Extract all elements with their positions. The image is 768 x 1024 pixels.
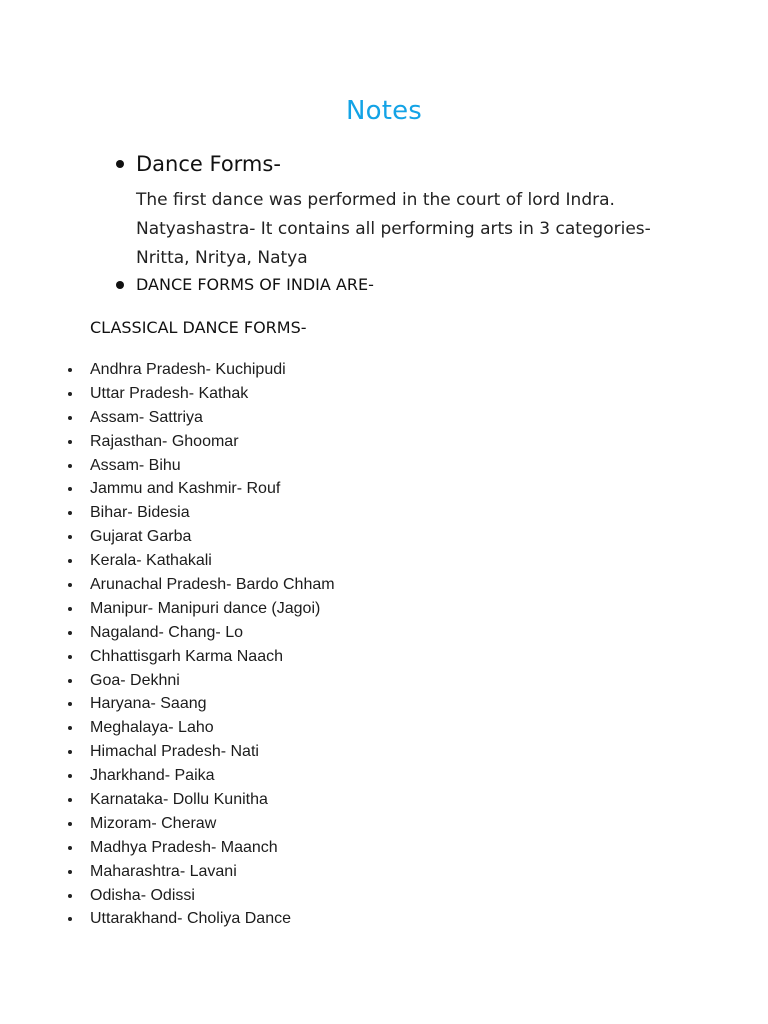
bullet-icon — [68, 440, 72, 444]
list-item — [0, 764, 335, 788]
bullet-icon — [68, 464, 72, 468]
bullet-icon — [68, 631, 72, 635]
bullet-icon — [68, 798, 72, 802]
list-item-text: Gujarat Garba — [90, 528, 192, 546]
bullet-icon — [68, 894, 72, 898]
list-item-text: Himachal Pradesh- Nati — [90, 743, 259, 761]
bullet-icon — [68, 679, 72, 683]
list-item-text: Kerala- Kathakali — [90, 552, 212, 570]
bullet-icon — [68, 917, 72, 921]
list-item — [0, 645, 335, 669]
list-item-text: Odisha- Odissi — [90, 886, 195, 904]
list-item — [0, 525, 335, 549]
bullet-icon — [68, 702, 72, 706]
bullet-icon — [68, 822, 72, 826]
list-item — [0, 454, 335, 478]
list-item-text: Mizoram- Cheraw — [90, 814, 217, 832]
bullet-icon — [68, 559, 72, 563]
list-item-text: Chhattisgarh Karma Naach — [90, 647, 283, 665]
list-item — [0, 501, 335, 525]
classical-dance-heading: CLASSICAL DANCE FORMS- — [90, 318, 307, 337]
list-item-text: Nagaland- Chang- Lo — [90, 623, 243, 641]
list-item-text: Maharashtra- Lavani — [90, 862, 237, 880]
list-item — [0, 907, 335, 931]
dance-forms-paragraph — [136, 186, 651, 273]
list-item — [0, 884, 335, 908]
list-item — [0, 549, 335, 573]
list-item — [0, 716, 335, 740]
list-item — [0, 788, 335, 812]
list-item-text: Uttarakhand- Choliya Dance — [90, 910, 291, 928]
list-item-text: Manipur- Manipuri dance (Jagoi) — [90, 599, 321, 617]
list-item-text: Bihar- Bidesia — [90, 504, 190, 522]
list-item-text: Goa- Dekhni — [90, 671, 180, 689]
bullet-icon — [68, 846, 72, 850]
list-item — [0, 812, 335, 836]
bullet-icon — [68, 392, 72, 396]
list-item — [0, 669, 335, 693]
list-item — [0, 621, 335, 645]
list-item-text: Arunachal Pradesh- Bardo Chham — [90, 576, 335, 594]
dance-forms-list — [0, 358, 335, 931]
list-item — [0, 692, 335, 716]
bullet-icon — [116, 281, 124, 289]
bullet-icon — [68, 726, 72, 730]
bullet-icon — [68, 535, 72, 539]
list-item-text: Jharkhand- Paika — [90, 767, 215, 785]
list-item-text: Andhra Pradesh- Kuchipudi — [90, 361, 286, 378]
list-item-text: Karnataka- Dollu Kunitha — [90, 791, 268, 809]
list-item — [0, 836, 335, 860]
list-item — [0, 430, 335, 454]
list-item — [0, 406, 335, 430]
page-title: Notes — [345, 96, 423, 126]
list-item-text: Madhya Pradesh- Maanch — [90, 838, 278, 856]
paragraph-line: Natyashastra- It contains all performing arts in 3 categories- — [136, 219, 651, 239]
bullet-icon — [68, 583, 72, 587]
bullet-icon — [68, 607, 72, 611]
list-item — [0, 358, 335, 382]
list-item — [0, 740, 335, 764]
section-heading-text: DANCE FORMS OF INDIA ARE- — [136, 275, 374, 294]
list-item-text: Assam- Sattriya — [90, 408, 203, 426]
list-item — [0, 573, 335, 597]
section-heading-text: Dance Forms- — [136, 152, 281, 176]
list-item — [0, 477, 335, 501]
list-item-text: Uttar Pradesh- Kathak — [90, 384, 249, 402]
bullet-icon — [68, 368, 72, 372]
bullet-icon — [68, 774, 72, 778]
bullet-icon — [68, 655, 72, 659]
list-item-text: Meghalaya- Laho — [90, 719, 214, 737]
bullet-icon — [68, 487, 72, 491]
list-item-text: Assam- Bihu — [90, 456, 181, 474]
list-item — [0, 382, 335, 406]
list-item-text: Rajasthan- Ghoomar — [90, 432, 239, 450]
bullet-icon — [68, 416, 72, 420]
bullet-icon — [68, 870, 72, 874]
bullet-icon — [68, 511, 72, 515]
list-item — [0, 860, 335, 884]
list-item — [0, 597, 335, 621]
paragraph-line: The first dance was performed in the court of lord Indra. — [136, 190, 615, 210]
bullet-icon — [68, 750, 72, 754]
section-dance-forms-heading — [116, 152, 281, 176]
bullet-icon — [116, 160, 124, 168]
list-item-text: Haryana- Saang — [90, 695, 207, 713]
paragraph-line: Nritta, Nritya, Natya — [136, 248, 308, 268]
list-item-text: Jammu and Kashmir- Rouf — [90, 480, 281, 498]
section-india-heading — [116, 275, 374, 294]
